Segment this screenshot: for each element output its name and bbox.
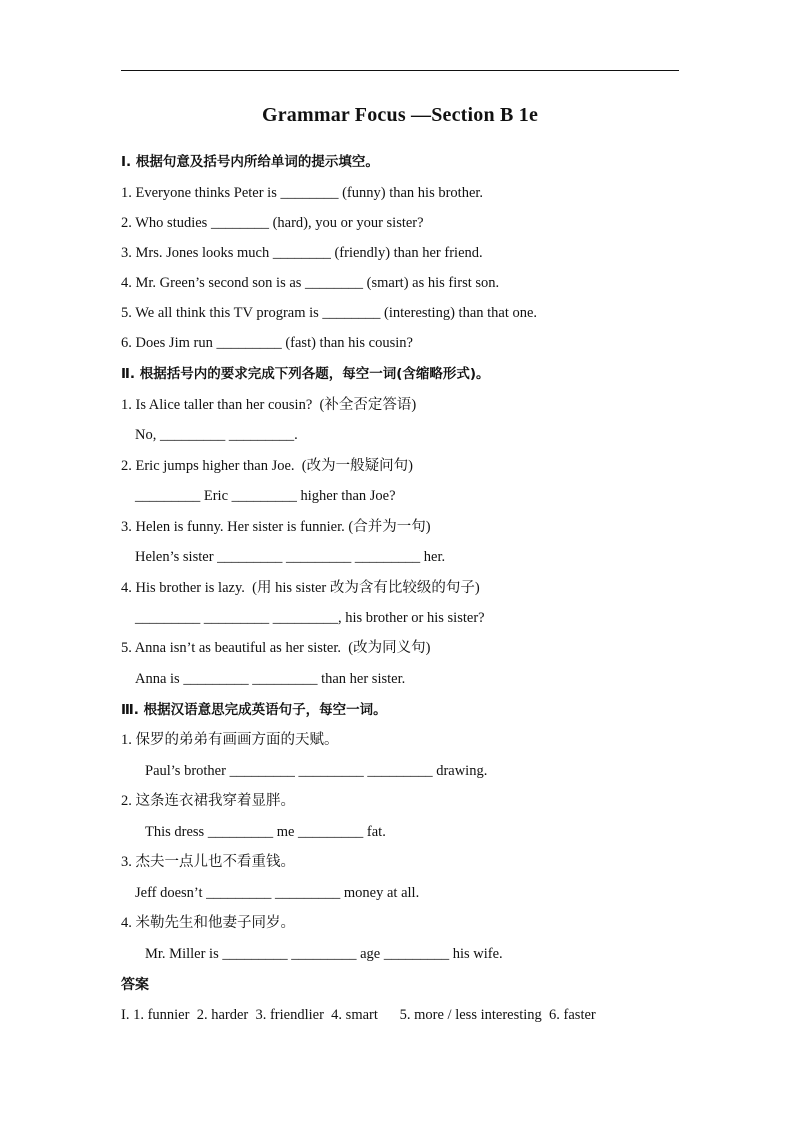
section2-answer-1: No, _________ _________. xyxy=(135,427,298,443)
header-rule xyxy=(121,70,679,71)
answers-line-1: I. 1. funnier 2. harder 3. friendlier 4. smart 5. more / less interesting 6. faster xyxy=(121,1007,596,1023)
section3-answer-4: Mr. Miller is _________ _________ age _________ his wife. xyxy=(145,946,503,962)
section3-answer-2: This dress _________ me _________ fat. xyxy=(145,824,386,840)
section1-item-5: 5. We all think this TV program is ________ (interesting) than that one. xyxy=(121,305,538,321)
section2-answer-2: _________ Eric _________ higher than Joe? xyxy=(135,488,396,504)
section2-question-5: 5. Anna isn’t as beautiful as her sister. (改为同义句) xyxy=(121,640,431,656)
section1-item-1: 1. Everyone thinks Peter is ________ (funny) than his brother. xyxy=(121,185,484,201)
section3-question-3: 3. 杰夫一点儿也不看重钱。 xyxy=(121,854,295,870)
section3-question-4: 4. 米勒先生和他妻子同岁。 xyxy=(121,915,295,931)
section3-answer-1: Paul’s brother _________ _________ _________ drawing. xyxy=(145,763,488,779)
section1-item-3: 3. Mrs. Jones looks much ________ (friendly) than her friend. xyxy=(121,245,483,261)
section3-heading: Ⅲ. 根据汉语意思完成英语句子，每空一词。 xyxy=(121,702,387,718)
section2-answer-3: Helen’s sister _________ _________ _________ her. xyxy=(135,549,446,565)
section2-question-4: 4. His brother is lazy. (用 his sister 改为含有比较级的句子) xyxy=(121,580,480,596)
page-title: Grammar Focus —Section B 1e xyxy=(261,104,539,126)
section2-answer-4: _________ _________ _________, his brother or his sister? xyxy=(135,610,485,626)
section3-question-1: 1. 保罗的弟弟有画画方面的天赋。 xyxy=(121,732,339,748)
section1-item-6: 6. Does Jim run _________ (fast) than his cousin? xyxy=(121,335,413,351)
section2-heading: Ⅱ. 根据括号内的要求完成下列各题，每空一词(含缩略形式)。 xyxy=(121,366,490,382)
section2-answer-5: Anna is _________ _________ than her sister. xyxy=(135,671,406,687)
section3-question-2: 2. 这条连衣裙我穿着显胖。 xyxy=(121,793,295,809)
section2-question-1: 1. Is Alice taller than her cousin? (补全否定答语) xyxy=(121,397,417,413)
answers-heading: 答案 xyxy=(121,977,149,993)
section1-item-2: 2. Who studies ________ (hard), you or your sister? xyxy=(121,215,424,231)
section2-question-3: 3. Helen is funny. Her sister is funnier. (合并为一句) xyxy=(121,519,431,535)
section1-heading: Ⅰ. 根据句意及括号内所给单词的提示填空。 xyxy=(121,154,379,170)
section1-item-4: 4. Mr. Green’s second son is as ________ (smart) as his first son. xyxy=(121,275,500,291)
section2-question-2: 2. Eric jumps higher than Joe. (改为一般疑问句) xyxy=(121,458,413,474)
section3-answer-3: Jeff doesn’t _________ _________ money at all. xyxy=(135,885,420,901)
